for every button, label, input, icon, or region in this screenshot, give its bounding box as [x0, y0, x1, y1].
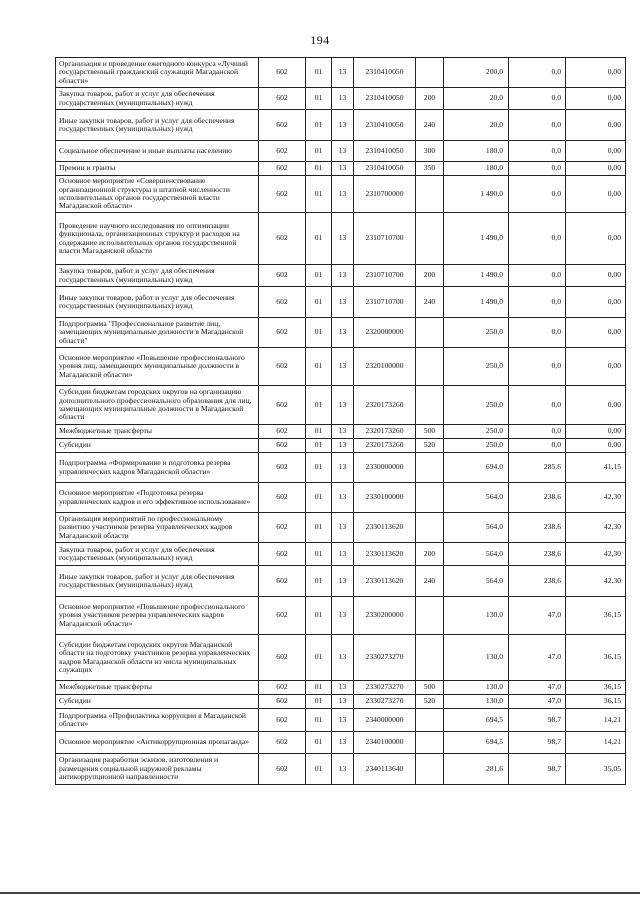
expense-type-code	[416, 732, 444, 754]
table-row	[56, 543, 626, 566]
expense-type-code	[416, 453, 444, 483]
execution-percent: 0,00	[566, 110, 626, 141]
expense-type-code	[416, 597, 444, 635]
executed-amount: 47,0	[509, 635, 566, 681]
target-code: 2320173260	[354, 425, 416, 439]
execution-percent: 36,15	[566, 681, 626, 695]
execution-percent: 42,30	[566, 543, 626, 566]
executed-amount: 0,0	[509, 386, 566, 425]
expense-type-code: 300	[416, 141, 444, 162]
target-code: 2310710700	[354, 287, 416, 318]
executed-amount: 0,0	[509, 176, 566, 213]
target-code: 2310410050	[354, 162, 416, 176]
section-code: 01	[306, 348, 332, 386]
expense-type-code	[416, 176, 444, 213]
row-name: Закупка товаров, работ и услуг для обеспечения государственных (муниципальных) нужд	[56, 543, 259, 566]
row-name: Основное мероприятие «Подготовка резерва управленческих кадров и его эффективное использование»	[56, 483, 259, 513]
expense-type-code: 500	[416, 681, 444, 695]
approved-amount: 130,0	[444, 635, 509, 681]
executed-amount: 238,6	[509, 543, 566, 566]
execution-percent: 0,00	[566, 213, 626, 265]
target-code: 2320000000	[354, 318, 416, 348]
target-code: 2320100000	[354, 348, 416, 386]
approved-amount: 1 490,0	[444, 265, 509, 287]
execution-percent: 42,30	[566, 483, 626, 513]
table-row	[56, 732, 626, 754]
table-row	[56, 483, 626, 513]
ministry-code: 602	[259, 213, 306, 265]
approved-amount: 20,0	[444, 110, 509, 141]
section-code: 01	[306, 425, 332, 439]
execution-percent: 0,00	[566, 439, 626, 453]
section-code: 01	[306, 318, 332, 348]
executed-amount: 0,0	[509, 88, 566, 110]
row-name: Межбюджетные трансферты	[56, 425, 259, 439]
approved-amount: 281,6	[444, 754, 509, 785]
approved-amount: 564,0	[444, 513, 509, 543]
executed-amount: 47,0	[509, 681, 566, 695]
subsection-code: 13	[332, 754, 354, 785]
ministry-code: 602	[259, 176, 306, 213]
expense-type-code	[416, 513, 444, 543]
subsection-code: 13	[332, 348, 354, 386]
table-row	[56, 386, 626, 425]
table-row	[56, 287, 626, 318]
executed-amount: 238,6	[509, 483, 566, 513]
ministry-code: 602	[259, 110, 306, 141]
executed-amount: 238,6	[509, 513, 566, 543]
ministry-code: 602	[259, 58, 306, 88]
executed-amount: 238,6	[509, 566, 566, 597]
target-code: 2330113620	[354, 566, 416, 597]
subsection-code: 13	[332, 709, 354, 732]
row-name: Основное мероприятие «Совершенствование организационной структуры и штатной численности исполнительных органов государственной власти Магаданской области»	[56, 176, 259, 213]
table-row	[56, 695, 626, 709]
expense-type-code	[416, 386, 444, 425]
row-name: Субсидии	[56, 695, 259, 709]
row-name: Основное мероприятие «Повышение профессионального уровня участников резерва управленческих кадров Магаданской области»	[56, 597, 259, 635]
page-bottom-rule	[0, 892, 640, 894]
subsection-code: 13	[332, 287, 354, 318]
approved-amount: 694,5	[444, 732, 509, 754]
row-name: Закупка товаров, работ и услуг для обеспечения государственных (муниципальных) нужд	[56, 88, 259, 110]
executed-amount: 0,0	[509, 141, 566, 162]
executed-amount: 47,0	[509, 695, 566, 709]
section-code: 01	[306, 141, 332, 162]
section-code: 01	[306, 58, 332, 88]
row-name: Субсидии бюджетам городских округов на организацию дополнительного профессионального образования для лиц, замещающих муниципальные должности в Магаданской области	[56, 386, 259, 425]
target-code: 2330100000	[354, 483, 416, 513]
expense-type-code: 200	[416, 543, 444, 566]
target-code: 2330000000	[354, 453, 416, 483]
ministry-code: 602	[259, 513, 306, 543]
table-row	[56, 110, 626, 141]
table-row	[56, 439, 626, 453]
section-code: 01	[306, 386, 332, 425]
target-code: 2310700000	[354, 176, 416, 213]
row-name: Подпрограмма «Формирование и подготовка резерва управленческих кадров Магаданской области»	[56, 453, 259, 483]
row-name: Подпрограмма «Профилактика коррупции в Магаданской области»	[56, 709, 259, 732]
subsection-code: 13	[332, 110, 354, 141]
section-code: 01	[306, 483, 332, 513]
expense-type-code	[416, 483, 444, 513]
expense-type-code: 240	[416, 287, 444, 318]
approved-amount: 250,0	[444, 386, 509, 425]
subsection-code: 13	[332, 386, 354, 425]
ministry-code: 602	[259, 88, 306, 110]
ministry-code: 602	[259, 543, 306, 566]
table-row	[56, 513, 626, 543]
ministry-code: 602	[259, 635, 306, 681]
execution-percent: 0,00	[566, 88, 626, 110]
row-name: Премии и гранты	[56, 162, 259, 176]
target-code: 2310410050	[354, 110, 416, 141]
section-code: 01	[306, 709, 332, 732]
expense-type-code: 200	[416, 265, 444, 287]
subsection-code: 13	[332, 681, 354, 695]
target-code: 2310410050	[354, 141, 416, 162]
approved-amount: 1 490,0	[444, 213, 509, 265]
section-code: 01	[306, 88, 332, 110]
expense-type-code: 240	[416, 566, 444, 597]
expense-type-code	[416, 635, 444, 681]
section-code: 01	[306, 439, 332, 453]
execution-percent: 14,21	[566, 709, 626, 732]
section-code: 01	[306, 597, 332, 635]
target-code: 2330113620	[354, 513, 416, 543]
executed-amount: 0,0	[509, 439, 566, 453]
subsection-code: 13	[332, 635, 354, 681]
approved-amount: 694,0	[444, 453, 509, 483]
execution-percent: 42,30	[566, 566, 626, 597]
approved-amount: 130,0	[444, 681, 509, 695]
executed-amount: 47,0	[509, 597, 566, 635]
subsection-code: 13	[332, 566, 354, 597]
executed-amount: 0,0	[509, 265, 566, 287]
section-code: 01	[306, 695, 332, 709]
target-code: 2310410050	[354, 58, 416, 88]
approved-amount: 250,0	[444, 318, 509, 348]
execution-percent: 0,00	[566, 176, 626, 213]
ministry-code: 602	[259, 732, 306, 754]
approved-amount: 250,0	[444, 348, 509, 386]
row-name: Субсидии бюджетам городских округов Магаданской области на подготовку участников резерва управленческих кадров Магаданской области из числа муниципальных служащих	[56, 635, 259, 681]
section-code: 01	[306, 287, 332, 318]
subsection-code: 13	[332, 88, 354, 110]
row-name: Основное мероприятие «Антикоррупционная пропаганда»	[56, 732, 259, 754]
executed-amount: 98,7	[509, 732, 566, 754]
table-row	[56, 88, 626, 110]
target-code: 2310710700	[354, 265, 416, 287]
approved-amount: 564,0	[444, 566, 509, 597]
approved-amount: 250,0	[444, 425, 509, 439]
row-name: Иные закупки товаров, работ и услуг для обеспечения государственных (муниципальных) нужд	[56, 566, 259, 597]
target-code: 2330200000	[354, 597, 416, 635]
subsection-code: 13	[332, 213, 354, 265]
section-code: 01	[306, 635, 332, 681]
approved-amount: 130,0	[444, 695, 509, 709]
approved-amount: 130,0	[444, 597, 509, 635]
approved-amount: 564,0	[444, 543, 509, 566]
section-code: 01	[306, 453, 332, 483]
row-name: Социальное обеспечение и иные выплаты населению	[56, 141, 259, 162]
execution-percent: 0,00	[566, 265, 626, 287]
row-name: Организация и проведение ежегодного конкурса «Лучший государственный гражданский служащий Магаданской области»	[56, 58, 259, 88]
ministry-code: 602	[259, 318, 306, 348]
execution-percent: 35,05	[566, 754, 626, 785]
ministry-code: 602	[259, 681, 306, 695]
table-row	[56, 141, 626, 162]
row-name: Закупка товаров, работ и услуг для обеспечения государственных (муниципальных) нужд	[56, 265, 259, 287]
table-row	[56, 265, 626, 287]
execution-percent: 0,00	[566, 425, 626, 439]
row-name: Субсидии	[56, 439, 259, 453]
ministry-code: 602	[259, 483, 306, 513]
execution-percent: 36,15	[566, 597, 626, 635]
target-code: 2340100000	[354, 732, 416, 754]
execution-percent: 36,15	[566, 635, 626, 681]
table-row	[56, 318, 626, 348]
section-code: 01	[306, 543, 332, 566]
execution-percent: 41,15	[566, 453, 626, 483]
ministry-code: 602	[259, 162, 306, 176]
row-name: Организация мероприятий по профессиональному развитию участников резерва управленческих кадров Магаданской области	[56, 513, 259, 543]
expense-type-code	[416, 709, 444, 732]
table-row	[56, 709, 626, 732]
section-code: 01	[306, 732, 332, 754]
section-code: 01	[306, 162, 332, 176]
row-name: Иные закупки товаров, работ и услуг для обеспечения государственных (муниципальных) нужд	[56, 110, 259, 141]
expense-type-code	[416, 754, 444, 785]
subsection-code: 13	[332, 265, 354, 287]
section-code: 01	[306, 754, 332, 785]
expense-type-code: 520	[416, 439, 444, 453]
target-code: 2330273270	[354, 635, 416, 681]
table-row	[56, 635, 626, 681]
target-code: 2320173260	[354, 386, 416, 425]
section-code: 01	[306, 681, 332, 695]
ministry-code: 602	[259, 439, 306, 453]
approved-amount: 564,0	[444, 483, 509, 513]
section-code: 01	[306, 110, 332, 141]
row-name: Организация разработки эскизов, изготовления и размещения социальной наружной рекламы антикоррупционной направленности	[56, 754, 259, 785]
table-row	[56, 348, 626, 386]
row-name: Подпрограмма "Профессиональное развитие лиц, замещающих муниципальные должности в Магаданской области"	[56, 318, 259, 348]
table-row	[56, 566, 626, 597]
executed-amount: 0,0	[509, 318, 566, 348]
table-row	[56, 425, 626, 439]
table-row	[56, 58, 626, 88]
ministry-code: 602	[259, 453, 306, 483]
subsection-code: 13	[332, 425, 354, 439]
table-row	[56, 597, 626, 635]
approved-amount: 200,0	[444, 58, 509, 88]
ministry-code: 602	[259, 386, 306, 425]
subsection-code: 13	[332, 483, 354, 513]
target-code: 2340000000	[354, 709, 416, 732]
section-code: 01	[306, 176, 332, 213]
execution-percent: 0,00	[566, 58, 626, 88]
subsection-code: 13	[332, 162, 354, 176]
target-code: 2340113640	[354, 754, 416, 785]
ministry-code: 602	[259, 265, 306, 287]
execution-percent: 14,21	[566, 732, 626, 754]
executed-amount: 0,0	[509, 287, 566, 318]
executed-amount: 0,0	[509, 58, 566, 88]
executed-amount: 0,0	[509, 213, 566, 265]
page-number: 194	[310, 33, 330, 47]
executed-amount: 0,0	[509, 425, 566, 439]
target-code: 2330273270	[354, 681, 416, 695]
expense-type-code	[416, 58, 444, 88]
section-code: 01	[306, 513, 332, 543]
execution-percent: 0,00	[566, 287, 626, 318]
execution-percent: 0,00	[566, 348, 626, 386]
approved-amount: 180,0	[444, 162, 509, 176]
subsection-code: 13	[332, 318, 354, 348]
expense-type-code	[416, 348, 444, 386]
execution-percent: 42,30	[566, 513, 626, 543]
execution-percent: 0,00	[566, 386, 626, 425]
ministry-code: 602	[259, 695, 306, 709]
approved-amount: 1 490,0	[444, 287, 509, 318]
subsection-code: 13	[332, 439, 354, 453]
row-name: Иные закупки товаров, работ и услуг для обеспечения государственных (муниципальных) нужд	[56, 287, 259, 318]
target-code: 2310410050	[354, 88, 416, 110]
expense-type-code: 200	[416, 88, 444, 110]
row-name: Основное мероприятие «Повышение профессионального уровня лиц, замещающих муниципальные должности в Магаданской области»	[56, 348, 259, 386]
budget-table	[55, 57, 626, 785]
subsection-code: 13	[332, 176, 354, 213]
expense-type-code: 500	[416, 425, 444, 439]
target-code: 2320173260	[354, 439, 416, 453]
subsection-code: 13	[332, 513, 354, 543]
ministry-code: 602	[259, 597, 306, 635]
executed-amount: 98,7	[509, 754, 566, 785]
expense-type-code: 520	[416, 695, 444, 709]
section-code: 01	[306, 213, 332, 265]
executed-amount: 98,7	[509, 709, 566, 732]
ministry-code: 602	[259, 348, 306, 386]
ministry-code: 602	[259, 287, 306, 318]
execution-percent: 0,00	[566, 162, 626, 176]
target-code: 2310710700	[354, 213, 416, 265]
subsection-code: 13	[332, 695, 354, 709]
execution-percent: 0,00	[566, 318, 626, 348]
ministry-code: 602	[259, 709, 306, 732]
table-row	[56, 453, 626, 483]
subsection-code: 13	[332, 453, 354, 483]
section-code: 01	[306, 566, 332, 597]
ministry-code: 602	[259, 754, 306, 785]
approved-amount: 250,0	[444, 439, 509, 453]
subsection-code: 13	[332, 597, 354, 635]
ministry-code: 602	[259, 141, 306, 162]
target-code: 2330113620	[354, 543, 416, 566]
row-name: Межбюджетные трансферты	[56, 681, 259, 695]
ministry-code: 602	[259, 425, 306, 439]
expense-type-code	[416, 318, 444, 348]
table-row	[56, 754, 626, 785]
table-row	[56, 213, 626, 265]
executed-amount: 285,6	[509, 453, 566, 483]
subsection-code: 13	[332, 58, 354, 88]
execution-percent: 36,15	[566, 695, 626, 709]
ministry-code: 602	[259, 566, 306, 597]
table-row	[56, 162, 626, 176]
approved-amount: 20,0	[444, 88, 509, 110]
expense-type-code: 240	[416, 110, 444, 141]
row-name: Проведение научного исследования по оптимизации функционала, организационных структур и расходов на содержание исполнительных органов государственной власти Магаданской области	[56, 213, 259, 265]
subsection-code: 13	[332, 141, 354, 162]
executed-amount: 0,0	[509, 348, 566, 386]
table-row	[56, 176, 626, 213]
target-code: 2330273270	[354, 695, 416, 709]
executed-amount: 0,0	[509, 162, 566, 176]
executed-amount: 0,0	[509, 110, 566, 141]
section-code: 01	[306, 265, 332, 287]
expense-type-code	[416, 213, 444, 265]
expense-type-code: 350	[416, 162, 444, 176]
table-row	[56, 681, 626, 695]
approved-amount: 180,0	[444, 141, 509, 162]
subsection-code: 13	[332, 543, 354, 566]
execution-percent: 0,00	[566, 141, 626, 162]
approved-amount: 694,5	[444, 709, 509, 732]
subsection-code: 13	[332, 732, 354, 754]
approved-amount: 1 490,0	[444, 176, 509, 213]
